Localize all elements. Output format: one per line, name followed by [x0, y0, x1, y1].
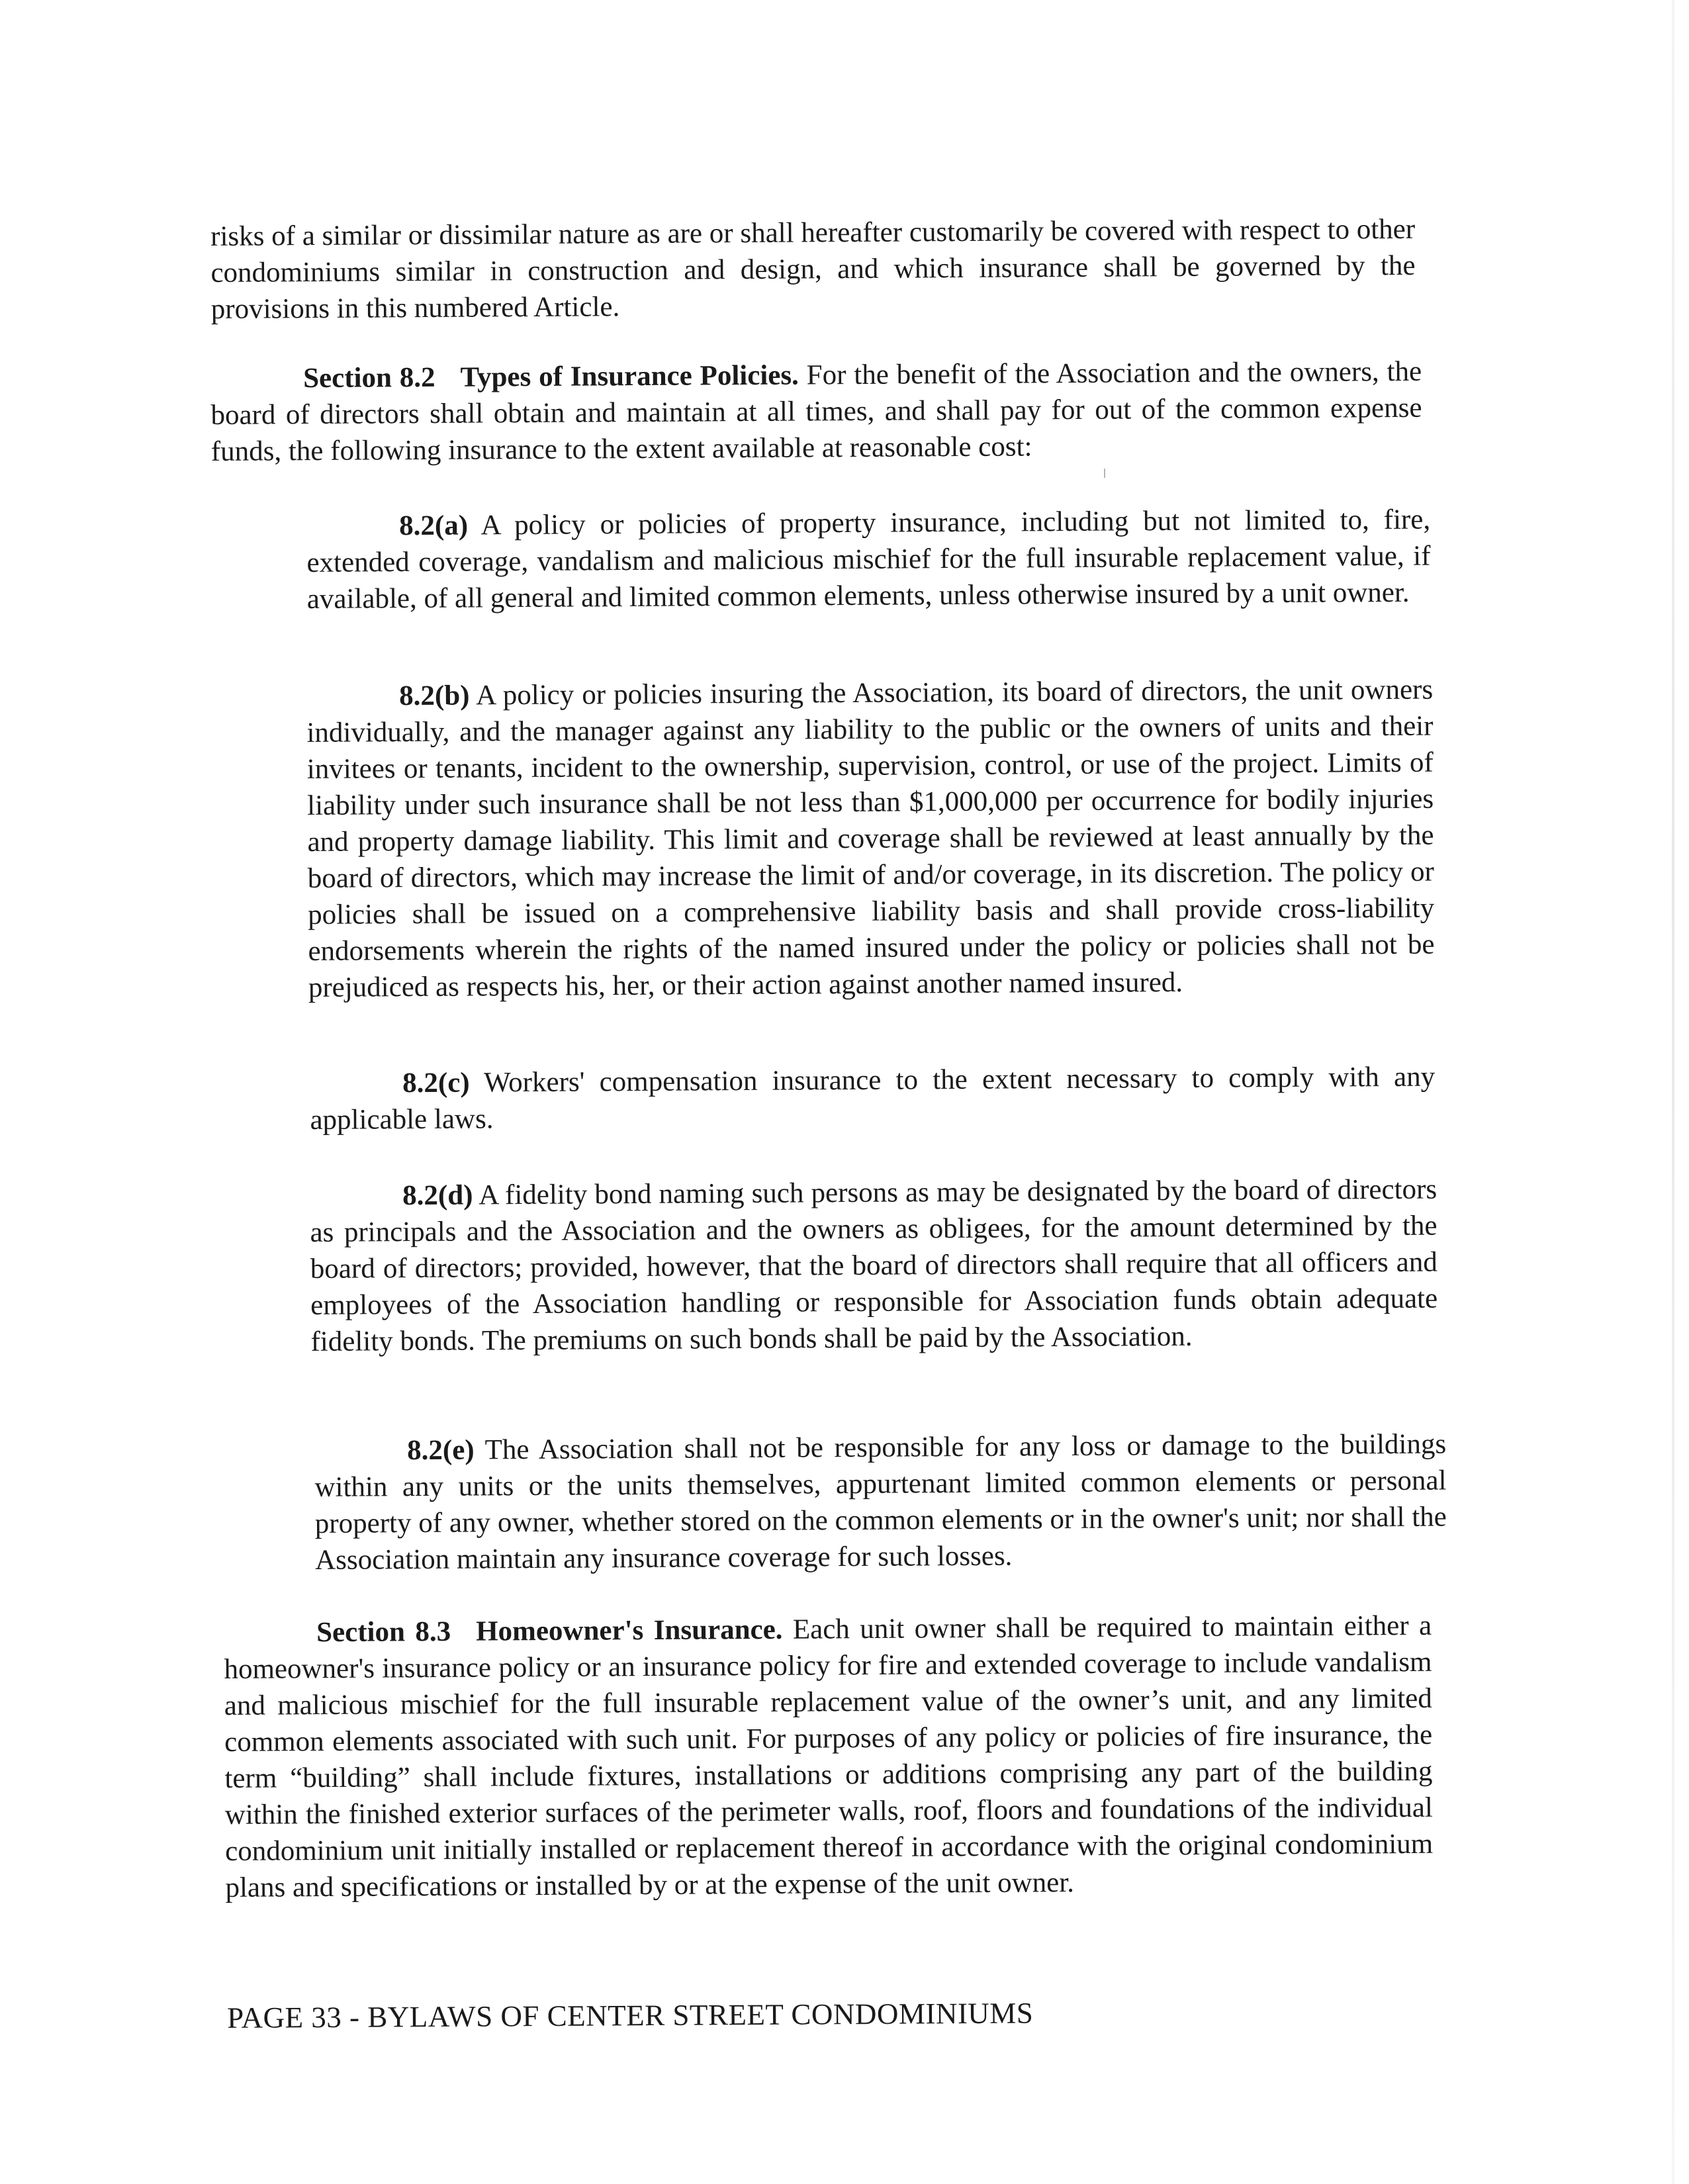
section-8-2-paragraph	[210, 353, 1422, 470]
page-footer: PAGE 33 - BYLAWS OF CENTER STREET CONDOMINIUMS	[227, 1996, 1034, 2034]
section-8-2-body: For the benefit of the Association and the owners, the board of directors shall obtain and maintain at all times, and shall pay for out of the common expense funds, the following insurance to the extent available at reasonable cost:	[210, 355, 1422, 467]
section-8-3-number: Section 8.3	[316, 1615, 451, 1649]
subsection-label: 8.2(b)	[399, 680, 470, 712]
subsection-8-2-a	[306, 502, 1431, 617]
subsection-8-2-d	[310, 1171, 1438, 1360]
subsection-8-2-c	[310, 1059, 1436, 1138]
subsection-label: 8.2(e)	[407, 1434, 475, 1467]
subsection-text: Workers' compensation insurance to the extent necessary to comply with any applicable laws.	[310, 1061, 1436, 1136]
subsection-text: A policy or policies insuring the Association, its board of directors, the unit owners individually, and the manager against any liability to the public or the owners of units and their invitees or tenants, incident to the ownership, supervision, control, or use of the project. Limits of liability under such insurance shall be not less than $1,000,000 per occurrence for bodily injuries and property damage liability. This limit and coverage shall be reviewed at least annually by the board of directors, which may increase the limit of and/or coverage, in its discretion. The policy or policies shall be issued on a comprehensive liability basis and shall provide cross-liability endorsements wherein the rights of the named insured under the policy or policies shall not be prejudiced as respects his, her, or their action against another named insured.	[306, 674, 1435, 1003]
section-8-2-number: Section 8.2	[303, 361, 435, 394]
scan-speck	[1104, 469, 1105, 478]
subsection-label: 8.2(d)	[402, 1179, 473, 1212]
subsection-text: A policy or policies of property insurance, including but not limited to, fire, extended coverage, vandalism and malicious mischief for the full insurable replacement value, if available, of all general and limited common elements, unless otherwise insured by a unit owner.	[306, 504, 1431, 615]
section-8-3-body: Each unit owner shall be required to maintain either a homeowner's insurance policy or an insurance policy for fire and extended coverage to include vandalism and malicious mischief for the full insurable replacement value of the owner’s unit, and any limited common elements associated with such unit. For purposes of any policy or policies of fire insurance, the term “building” shall include fixtures, installations or additions comprising any part of the building within the finished exterior surfaces of the perimeter walls, roof, floors and foundations of the individual condominium unit initially installed or replacement thereof in accordance with the original condominium plans and specifications or installed by or at the expense of the unit owner.	[224, 1610, 1434, 1903]
scan-edge	[1672, 0, 1674, 2184]
section-8-3-paragraph	[224, 1608, 1434, 1906]
subsection-8-2-e	[314, 1426, 1447, 1578]
intro-paragraph: risks of a similar or dissimilar nature as are or shall hereafter customarily be covered with respect to other condominiums similar in construction and design, and which insurance shall be governed by the provisions in this numbered Article.	[210, 213, 1416, 325]
subsection-8-2-b	[306, 672, 1435, 1006]
section-8-3-heading: Homeowner's Insurance.	[475, 1614, 783, 1647]
subsection-text: The Association shall not be responsible for any loss or damage to the buildings within any units or the units themselves, appurtenant limited common elements or personal property of any owner, whether stored on the common elements or in the owner's unit; nor shall the Association maintain any insurance coverage for such losses.	[314, 1428, 1447, 1576]
subsection-label: 8.2(c)	[402, 1067, 470, 1099]
section-8-2-heading: Types of Insurance Policies.	[460, 359, 799, 393]
subsection-text: A fidelity bond naming such persons as may be designated by the board of directors as principals and the Association and the owners as obligees, for the amount determined by the board of directors; provided, however, that the board of directors shall require that all officers and employees of the Association handling or responsible for Association funds obtain adequate fidelity bonds. The premiums on such bonds shall be paid by the Association.	[310, 1173, 1438, 1357]
subsection-label: 8.2(a)	[399, 510, 469, 542]
